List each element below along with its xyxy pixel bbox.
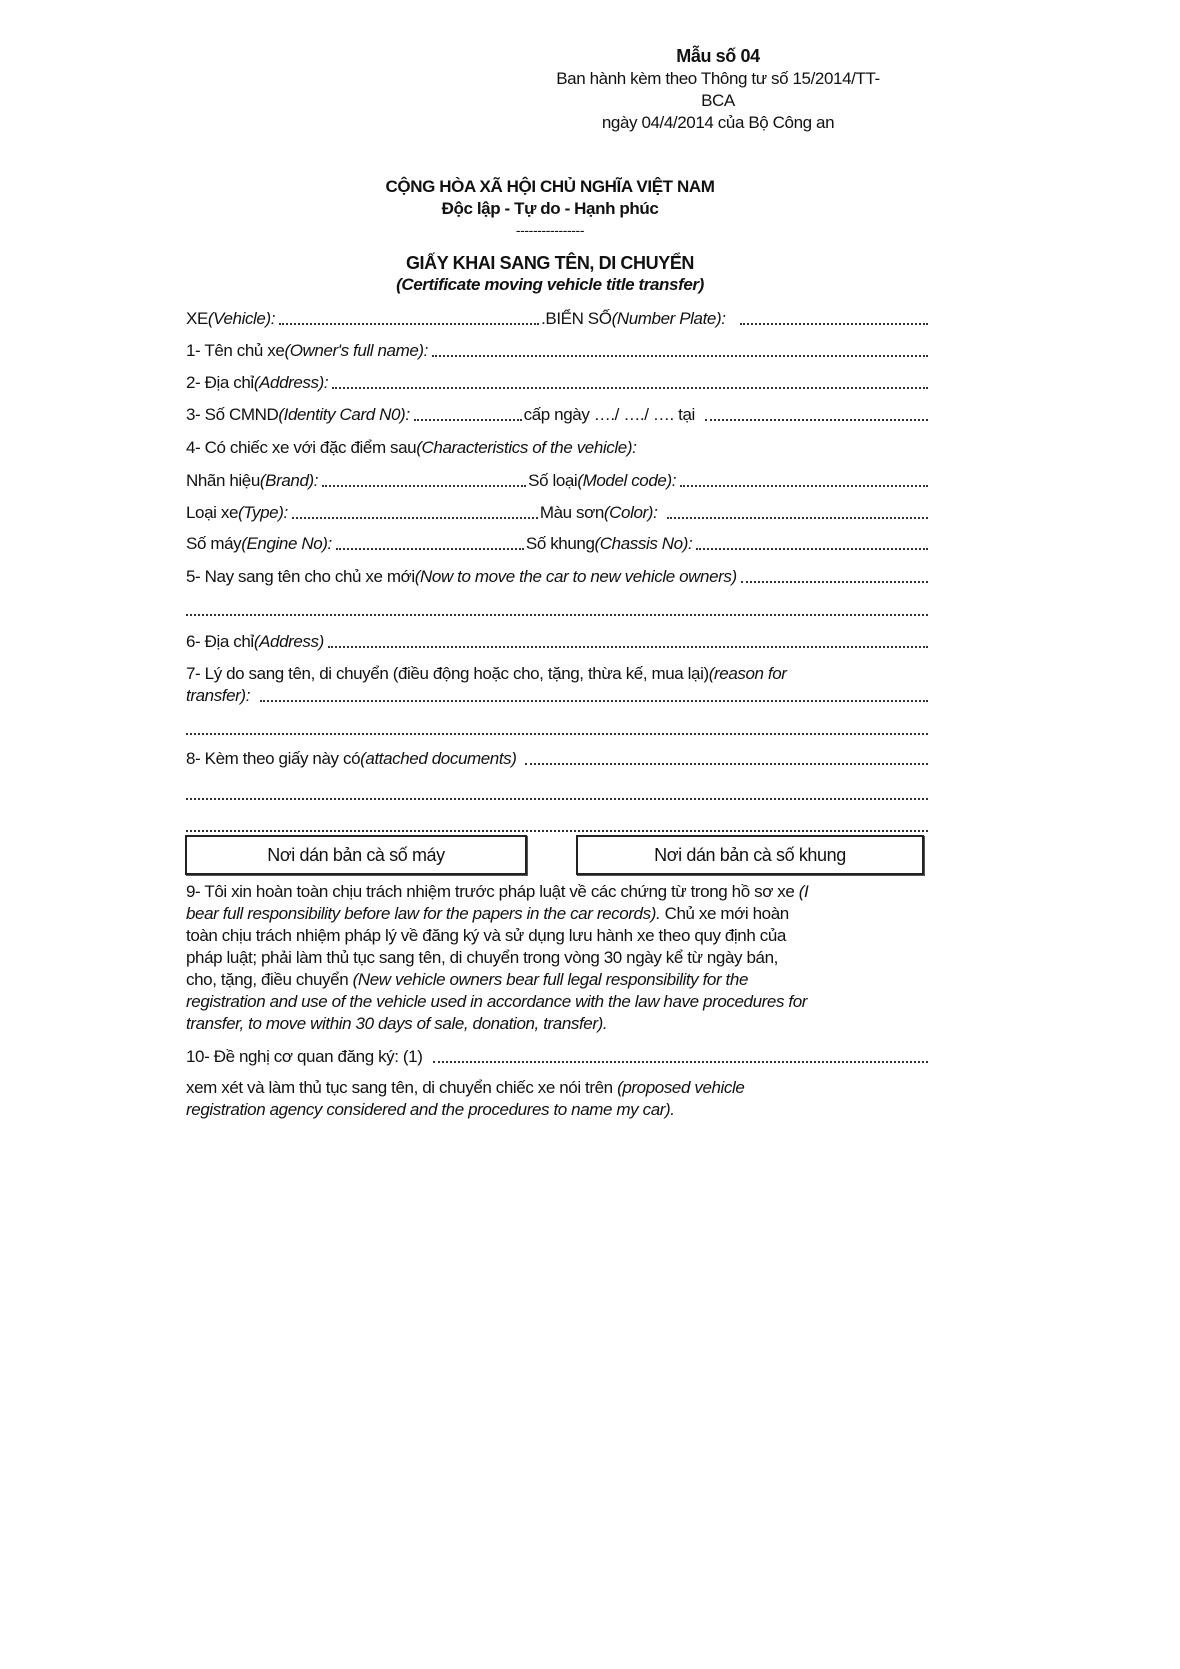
label-en: (Number Plate): <box>611 309 726 328</box>
label-en: (Address): <box>253 373 329 392</box>
registration-agency-input[interactable] <box>433 1061 929 1063</box>
new-owner-line-2 <box>186 598 930 620</box>
p9-line <box>186 947 778 969</box>
label-en: (Identity Card N0): <box>278 405 410 424</box>
text: cho, tặng, điều chuyển <box>186 970 353 989</box>
field-brand <box>186 469 930 491</box>
field-new-address <box>186 630 930 652</box>
field-reason-cont <box>186 684 930 706</box>
field-attachments <box>186 747 930 769</box>
type-input[interactable] <box>292 517 538 519</box>
label-en: (reason for <box>708 664 787 683</box>
text-en: (proposed vehicle <box>617 1078 745 1097</box>
label: Loại xe <box>186 503 239 522</box>
label: .BIỂN SỐ <box>541 309 612 328</box>
chassis-stamp-label: Nơi dán bản cà số khung <box>654 844 846 865</box>
label: Số khung <box>525 534 595 553</box>
brand-input[interactable] <box>322 485 526 487</box>
label-en: (Engine No): <box>241 534 332 553</box>
reason-line-2 <box>186 717 930 739</box>
label: 8- Kèm theo giấy này có <box>186 749 361 768</box>
field-type <box>186 501 930 523</box>
label-en: (Owner's full name): <box>284 341 429 360</box>
issued-line-3: ngày 04/4/2014 của Bộ Công an <box>601 113 835 132</box>
p9-line <box>186 1013 607 1035</box>
label: XE <box>186 309 208 328</box>
reason-input[interactable] <box>260 700 928 702</box>
text-en: (New vehicle owners bear full legal responsibility for the <box>352 970 748 989</box>
label-en: (Now to move the car to new vehicle owners) <box>414 567 737 586</box>
engine-number-input[interactable] <box>336 548 524 550</box>
text-en: transfer, to move within 30 days of sale, donation, transfer). <box>186 1014 608 1033</box>
form-subtitle: (Certificate moving vehicle title transfer) <box>396 275 704 294</box>
field-registration-agency <box>186 1045 930 1067</box>
form-number: Mẫu số 04 <box>676 46 760 66</box>
color-input[interactable] <box>667 517 928 519</box>
owner-name-input[interactable] <box>432 355 928 357</box>
label-en: (Vehicle): <box>207 309 276 328</box>
p9-line <box>186 881 808 903</box>
new-owner-input[interactable] <box>741 581 928 583</box>
field-engine <box>186 532 930 554</box>
national-title: CỘNG HÒA XÃ HỘI CHỦ NGHĨA VIỆT NAM <box>385 177 715 196</box>
field-characteristics <box>186 436 930 458</box>
p9-line <box>186 969 748 991</box>
attachments-input-2[interactable] <box>186 798 928 800</box>
new-address-input[interactable] <box>328 646 928 648</box>
address-input[interactable] <box>332 387 928 389</box>
label: Nhãn hiệu <box>186 471 260 490</box>
p9-line <box>186 925 786 947</box>
label-en: (Address) <box>253 632 324 651</box>
text: toàn chịu trách nhiệm pháp lý về đăng ký và sử dụng lưu hành xe theo quy định của <box>186 926 786 945</box>
attachments-input[interactable] <box>525 763 928 765</box>
issue-date-label: cấp ngày …./ …./ …. tại <box>523 405 695 424</box>
label-en: (Characteristics of the vehicle): <box>416 438 637 457</box>
number-plate-input[interactable] <box>740 323 928 325</box>
label: 5- Nay sang tên cho chủ xe mới <box>186 567 415 586</box>
identity-card-input[interactable] <box>414 419 522 421</box>
label: 10- Đề nghị cơ quan đăng ký: (1) <box>186 1047 423 1066</box>
text: 9- Tôi xin hoàn toàn chịu trách nhiệm trước pháp luật về các chứng từ trong hồ sơ xe <box>186 882 799 901</box>
field-identity-card <box>186 403 930 425</box>
label-en: transfer): <box>186 686 251 705</box>
form-title: GIẤY KHAI SANG TÊN, DI CHUYỂN <box>405 253 695 273</box>
label: 6- Địa chỉ <box>186 632 254 651</box>
label: 4- Có chiếc xe với đặc điểm sau <box>186 438 417 457</box>
issued-line-2: BCA <box>701 91 735 110</box>
closing-line-2 <box>186 1099 675 1121</box>
engine-stamp-box <box>185 835 527 875</box>
separator: ---------------- <box>515 222 585 238</box>
text-en: (I <box>798 882 809 901</box>
label: 7- Lý do sang tên, di chuyển (điều động hoặc cho, tặng, thừa kế, mua lại) <box>186 664 709 683</box>
text-en: registration and use of the vehicle used in accordance with the law have procedures for <box>186 992 808 1011</box>
field-new-owner <box>186 565 930 587</box>
field-reason <box>186 662 930 684</box>
label: Màu sơn <box>539 503 604 522</box>
label: 3- Số CMND <box>186 405 279 424</box>
label-en: (Type): <box>238 503 288 522</box>
text-en: registration agency considered and the procedures to name my car). <box>186 1100 675 1119</box>
reason-input-2[interactable] <box>186 733 928 735</box>
label: 2- Địa chỉ <box>186 373 254 392</box>
field-vehicle <box>186 307 930 329</box>
engine-stamp-label: Nơi dán bản cà số máy <box>267 844 445 865</box>
label-en: (Brand): <box>259 471 319 490</box>
model-code-input[interactable] <box>680 485 928 487</box>
chassis-number-input[interactable] <box>696 548 928 550</box>
chassis-stamp-box <box>576 835 924 875</box>
label: Số máy <box>186 534 242 553</box>
new-owner-input-2[interactable] <box>186 614 928 616</box>
label-en: (Chassis No): <box>594 534 693 553</box>
text: pháp luật; phải làm thủ tục sang tên, di chuyển trong vòng 30 ngày kể từ ngày bán, <box>186 948 778 967</box>
closing-line-1 <box>186 1077 744 1099</box>
attachments-line-2 <box>186 782 930 804</box>
issued-line-1: Ban hành kèm theo Thông tư số 15/2014/TT- <box>556 69 880 88</box>
label-en: (attached documents) <box>360 749 517 768</box>
national-motto: Độc lập - Tự do - Hạnh phúc <box>441 199 659 218</box>
label-en: (Color): <box>603 503 658 522</box>
label: 1- Tên chủ xe <box>186 341 285 360</box>
field-owner-name <box>186 339 930 361</box>
p9-line <box>186 991 807 1013</box>
issue-place-input[interactable] <box>705 419 928 421</box>
vehicle-input[interactable] <box>279 323 539 325</box>
p9-line <box>186 903 789 925</box>
text-en: bear full responsibility before law for the papers in the car records). <box>186 904 661 923</box>
text: xem xét và làm thủ tục sang tên, di chuyển chiếc xe nói trên <box>186 1078 618 1097</box>
text: Chủ xe mới hoàn <box>660 904 789 923</box>
field-address <box>186 371 930 393</box>
label: Số loại <box>528 471 578 490</box>
attachments-input-3[interactable] <box>186 830 928 832</box>
attachments-line-3 <box>186 814 930 836</box>
label-en: (Model code): <box>577 471 677 490</box>
